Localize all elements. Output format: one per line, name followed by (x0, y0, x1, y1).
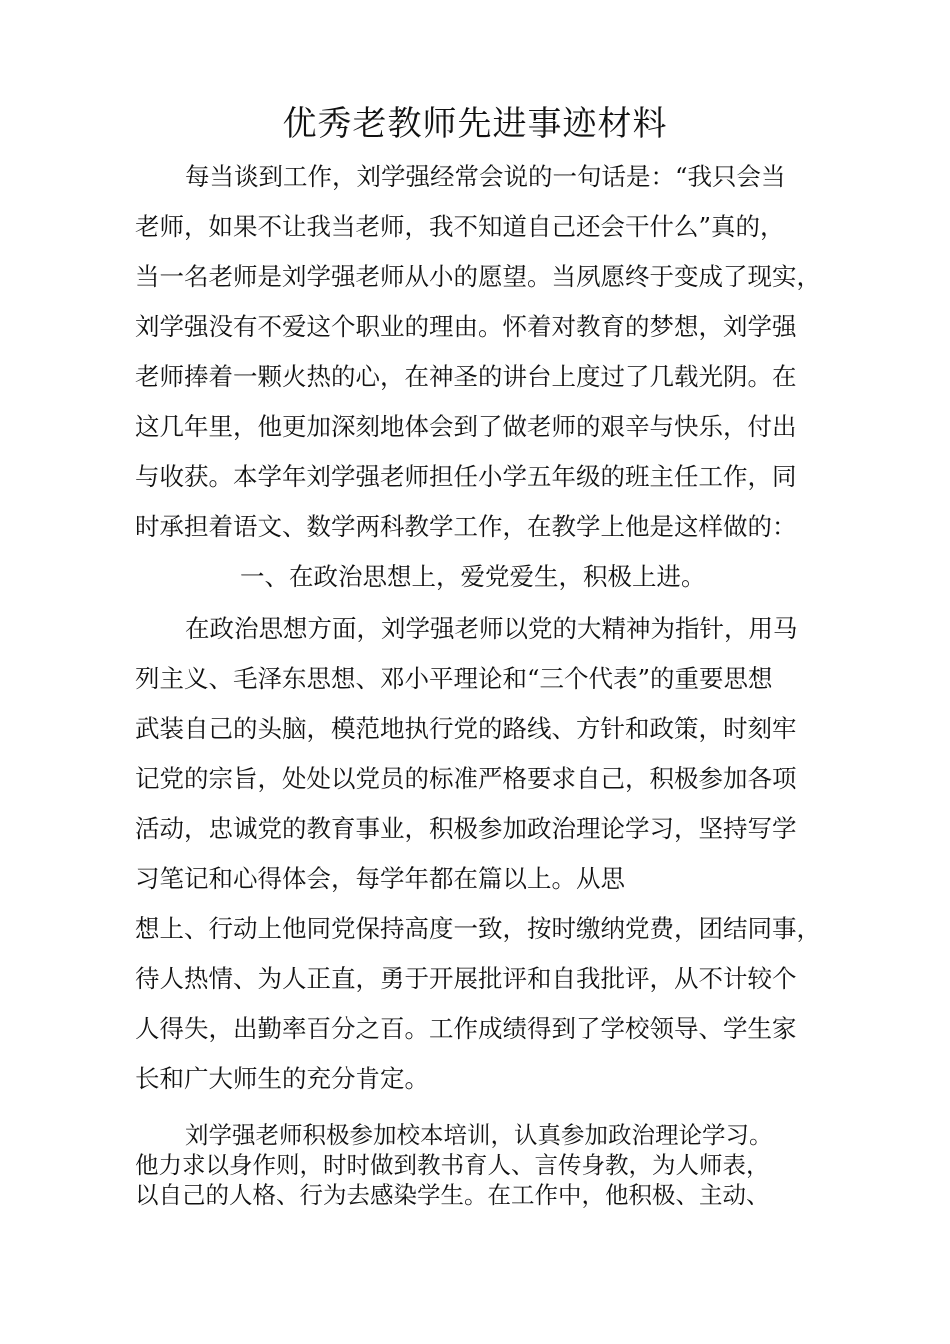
text-line: 每当谈到工作，刘学强经常会说的一句话是：“我只会当 (185, 162, 786, 191)
text-line: 武装自己的头脑，模范地执行党的路线、方针和政策，时刻牢 (135, 714, 797, 743)
text-line: 记党的宗旨，处处以党员的标准严格要求自己，积极参加各项 (135, 764, 797, 793)
text-line: 刘学强老师积极参加校本培训，认真参加政治理论学习。 (185, 1121, 773, 1149)
text-line: 习笔记和心得体会，每学年都在篇以上。从思 (135, 864, 625, 893)
text-line: 这几年里，他更加深刻地体会到了做老师的艰辛与快乐，付出 (135, 412, 797, 441)
text-line: 在政治思想方面，刘学强老师以党的大精神为指针，用马 (185, 614, 798, 643)
text-line: 人得失，出勤率百分之百。工作成绩得到了学校领导、学生家 (135, 1014, 797, 1043)
text-line: 想上、行动上他同党保持高度一致，按时缴纳党费，团结同事， (135, 914, 821, 943)
text-line: 长和广大师生的充分肯定。 (135, 1064, 429, 1093)
document-title: 优秀老教师先进事迹材料 (282, 104, 668, 144)
text-line: 当一名老师是刘学强老师从小的愿望。当夙愿终于变成了现实， (135, 262, 821, 291)
section-heading: 一、在政治思想上，爱党爱生，积极上进。 (240, 562, 706, 591)
text-line: 与收获。本学年刘学强老师担任小学五年级的班主任工作，同 (135, 462, 797, 491)
text-line: 待人热情、为人正直，勇于开展批评和自我批评，从不计较个 (135, 964, 797, 993)
text-line: 刘学强没有不爱这个职业的理由。怀着对教育的梦想，刘学强 (135, 312, 797, 341)
text-line: 他力求以身作则，时时做到教书育人、言传身教，为人师表， (135, 1151, 770, 1179)
text-line: 时承担着语文、数学两科教学工作，在教学上他是这样做的： (135, 512, 797, 541)
text-line: 老师捧着一颗火热的心，在神圣的讲台上度过了几载光阴。在 (135, 362, 797, 391)
text-line: 列主义、毛泽东思想、邓小平理论和“三个代表”的重要思想 (135, 664, 773, 693)
text-line: 活动，忠诚党的教育事业，积极参加政治理论学习，坚持写学 (135, 814, 797, 843)
text-line: 老师，如果不让我当老师，我不知道自己还会干什么”真的， (135, 212, 785, 241)
text-line: 以自己的人格、行为去感染学生。在工作中，他积极、主动、 (135, 1181, 770, 1209)
